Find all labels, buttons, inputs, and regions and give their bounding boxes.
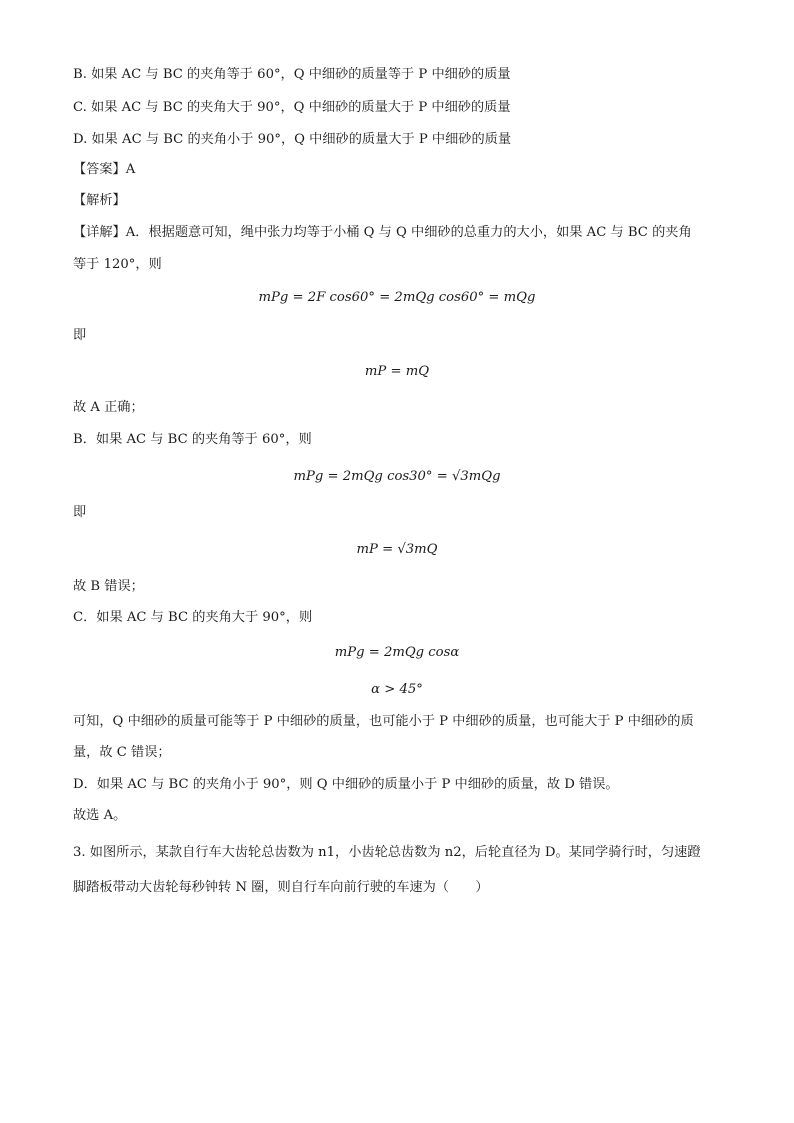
equation-2: mP = mQ	[364, 364, 430, 379]
equation-6: α > 45°	[371, 682, 423, 697]
c-explanation-line2: 量，故 C 错误；	[73, 745, 171, 760]
option-d: D. 如果 AC 与 BC 的夹角小于 90°，Q 中细砂的质量大于 P 中细砂的质量	[73, 132, 512, 147]
equation-4: mP = √3mQ	[356, 542, 438, 557]
c-explanation-line1: 可知，Q 中细砂的质量可能等于 P 中细砂的质量，也可能小于 P 中细砂的质量，也可能大于 P 中细砂的质	[73, 714, 694, 729]
ji-2: 即	[73, 505, 87, 520]
detail-b-line: B．如果 AC 与 BC 的夹角等于 60°，则	[73, 432, 312, 447]
detail-d-line: D．如果 AC 与 BC 的夹角小于 90°，则 Q 中细砂的质量小于 P 中细砂的质量，故 D 错误。	[73, 777, 619, 792]
equation-3: mPg = 2mQg cos30° = √3mQg	[293, 469, 501, 484]
detail-a-line1: 【详解】A．根据题意可知，绳中张力均等于小桶 Q 与 Q 中细砂的总重力的大小，如果 AC 与 BC 的夹角	[73, 225, 692, 240]
detail-a-line2: 等于 120°，则	[73, 257, 162, 272]
a-conclusion: 故 A 正确；	[73, 400, 144, 415]
analysis-label: 【解析】	[73, 193, 126, 208]
equation-5: mPg = 2mQg cosα	[334, 645, 460, 660]
b-conclusion: 故 B 错误；	[73, 579, 144, 594]
option-c: C. 如果 AC 与 BC 的夹角大于 90°，Q 中细砂的质量大于 P 中细砂的质量	[73, 100, 511, 115]
ji-1: 即	[73, 328, 87, 343]
final-choice: 故选 A。	[73, 808, 127, 823]
equation-1: mPg = 2F cos60° = 2mQg cos60° = mQg	[258, 290, 536, 305]
question-3-line2: 脚踏板带动大齿轮每秒钟转 N 圈，则自行车向前行驶的车速为（ ）	[73, 880, 489, 895]
option-b: B. 如果 AC 与 BC 的夹角等于 60°，Q 中细砂的质量等于 P 中细砂的质量	[73, 67, 511, 82]
detail-c-line: C．如果 AC 与 BC 的夹角大于 90°，则	[73, 610, 313, 625]
question-3-line1: 3. 如图所示，某款自行车大齿轮总齿数为 n1，小齿轮总齿数为 n2，后轮直径为 D。某同学骑行时，匀速蹬	[73, 845, 701, 860]
answer-label: 【答案】A	[73, 162, 136, 177]
